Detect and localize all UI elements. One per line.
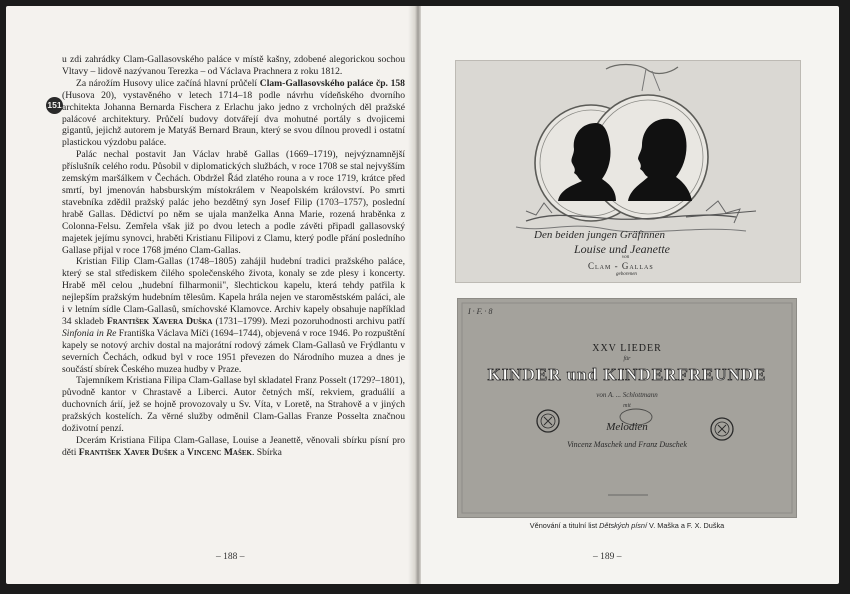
engraving-line-2: Louise und Jeanette	[574, 242, 670, 256]
engraving-line-3: von	[622, 255, 630, 260]
songbook-line-4: von A. ... Schlottmann	[596, 391, 658, 399]
section-number-badge: 151	[46, 97, 63, 114]
engraving-line-1: Den beiden jungen Gräfinnen	[534, 229, 666, 241]
engraving-line-4: Clam - Gallas	[588, 261, 654, 271]
left-page-body	[62, 54, 405, 459]
right-page	[421, 6, 839, 584]
songbook-title-line-3: KINDER und KINDERFREUNDE	[487, 365, 767, 384]
paragraph-2: Za nárožím Husovy ulice začíná hlavní průčelí Clam-Gallasovského paláce čp. 158 (Husova 20), vystavěného v letech 1714–18 podle návrhu vídeňského dvorního architekta Johanna Bernarda Fischera z Erlachu jako jedno z vrcholných děl pražské palácové architektury. Průčelí budovy dotvářejí dva mohutné portály s dvojicemi gigantů, jejichž autorem je Matyáš Bernard Braun, který se svou dílnou provedl i ostatní plastickou výzdobu paláce.	[62, 77, 405, 149]
engraving-line-5: geborenen	[616, 272, 637, 277]
songbook-title-page	[457, 298, 797, 518]
composer-dusek: František Xavera Duška	[106, 315, 213, 327]
page-number-left: – 188 –	[216, 552, 245, 562]
songbook-title-line-1: XXV LIEDER	[592, 343, 662, 354]
songbook-line-5: mit	[623, 403, 631, 409]
paragraph-5: Tajemníkem Kristiana Filipa Clam-Gallase byl skladatel Franz Posselt (1729?–1801), původně kantor v Chrastavě a Liberci. Autor četných mší, rekviem, graduálií a duchovních árií, jež se hojně provozovaly u Sv. Víta, v Loretě, na Strahově a v jiných pražských kostelích. Za věrné služby odměnil Clam-Gallas Franze Posselta značnou doživotní penzí.	[62, 375, 405, 435]
paragraph-4: Kristian Filip Clam-Gallas (1748–1805) zahájil hudební tradici pražského paláce, který se stal střediskem čilého společenského života, konaly se zde plesy i koncerty. Hrabě měl celou „hudební filharmonii", šlechtickou kapelu, která tehdy patřila k nejlepším pražským hudebním tělesům. Kapela hrála nejen ve staroměstském paláci, ale i v letním sídle Clam-Gallasů, smíchovské Klamovce. Archiv kapely obsahuje například 34 skladeb František Xavera Duška (1731–1799). Mezi pozoruhodnosti archivu patří Sinfonia in Re Františka Václava Míči (1694–1744), objevená v roce 1946. Po rozpuštění kapely se notový archiv dostal na majorátní rodový zámek Clam-Gallasů ve Frýdlantu v severních Čechách, odkud byl v roce 1951 převezen do Národního muzea a dnes je součástí sbírek Českého muzea hudby v Praze.	[62, 256, 406, 375]
shelfmark: I · F. · 8	[468, 307, 493, 316]
paragraph-6: Dcerám Kristiana Filipa Clam-Gallase, Louise a Jeanettě, věnovali sbírku písní pro děti František Xaver Dušek a Vincenc Mašek. Sbírka	[62, 435, 405, 458]
paragraph-1: u zdi zahrádky Clam-Gallasovského paláce v místě kašny, zdobené alegorickou sochou Vltavy – lidově nazývanou Terezka – od Václava Prachnera z roku 1812.	[62, 54, 405, 77]
left-page	[6, 6, 415, 584]
page-number-right: – 189 –	[593, 552, 622, 562]
dedication-engraving	[455, 60, 801, 283]
songbook-title-line-2: für	[623, 356, 631, 362]
figure-caption: Věnování a titulní list Dětských písní V. Maška a F. X. Duška	[529, 521, 725, 530]
songbook-line-6: Melodien	[606, 421, 648, 433]
songbook-line-7: Vincenz Maschek und Franz Duschek	[567, 440, 687, 449]
composer-dusek-2: František Xaver Dušek	[78, 446, 178, 458]
palace-name-bold: Clam-Gallasovského paláce čp. 158	[259, 77, 405, 89]
sinfonia-title: Sinfonia in Re	[62, 327, 117, 339]
paragraph-3: Palác nechal postavit Jan Václav hrabě Gallas (1669–1719), nejvýznamnější příslušník celého rodu. Působil v diplomatických službách, v roce 1708 se stal nejvyšším zemským maršálkem v Čechách. Obdržel Řád zlatého rouna a v roce 1719, krátce před smrtí, byl jmenován habsburským místokrálem v Neapolském království. Po smrti stavebníka zdědil pražský palác jeho bezdětný syn Josef Filip (1703–1757), poslední hrabě Gallas. Dědictví po něm se ujala manželka Anna Marie, rozená hraběnka z Colonna-Felsu. Zemřela však již po dvou letech a podle závěti připadl gallasovský majetek jejímu synovci, hraběti Kristianu Filipovi z Clamu, který podle přání posledního Gallase přijal v roce 1768 jméno Clam-Gallas.	[62, 149, 405, 256]
composer-masek: Vincenc Mašek	[186, 446, 252, 458]
